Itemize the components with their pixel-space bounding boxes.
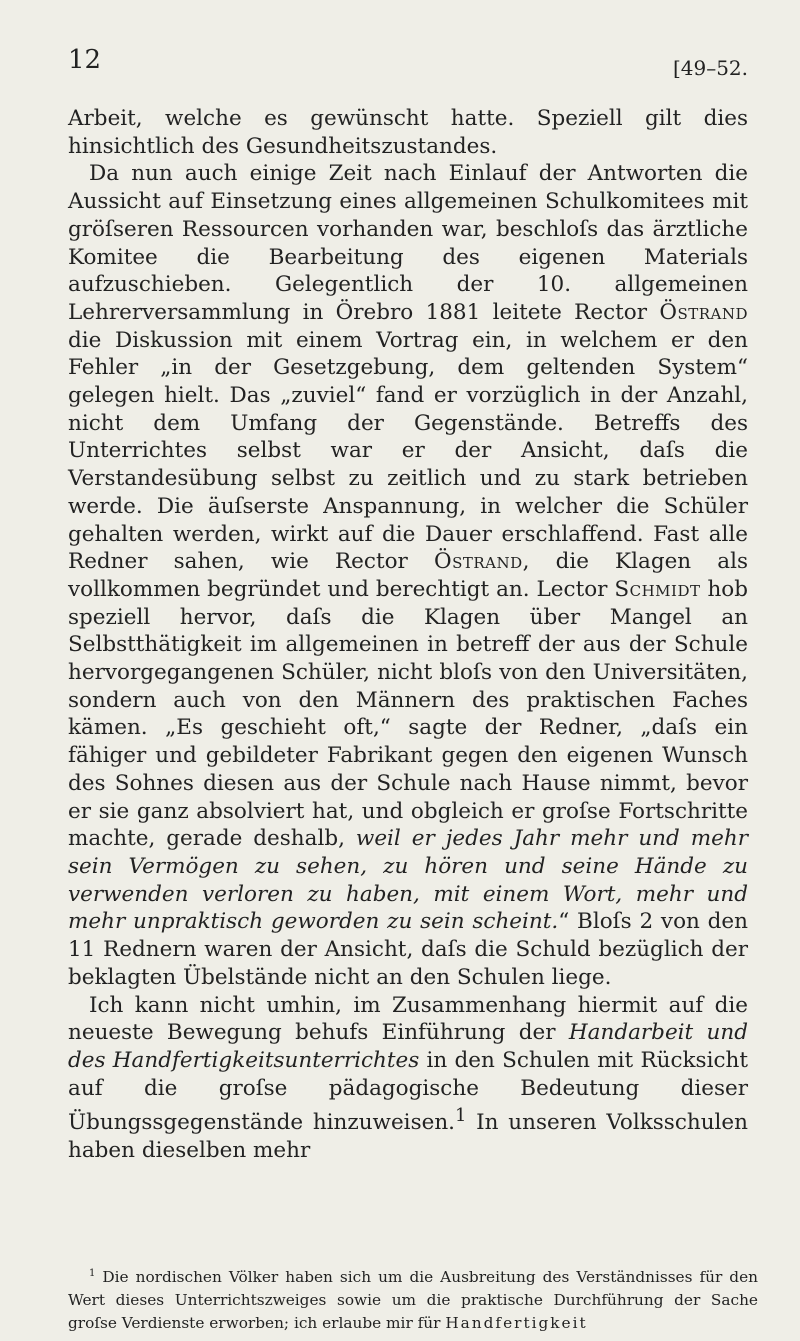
text-run: Arbeit, welche es gewünscht hatte. Speziell gilt dies hinsichtlich des Gesundheitszustandes. <box>68 106 748 159</box>
body-text <box>68 105 748 1165</box>
italic-term: Handarbeit und des Handfertigkeitsunterrichtes <box>68 1020 748 1073</box>
person-name: Östrand <box>433 549 523 575</box>
page-number: 12 <box>68 45 102 75</box>
footnote <box>68 1262 758 1335</box>
text-run: In unseren Volksschulen haben dieselben mehr <box>68 1110 749 1164</box>
spaced-term: Handfertigkeit <box>445 1314 588 1333</box>
text-run: “ Bloſs 2 von den 11 Rednern waren der Ansicht, daſs die Schuld bezüglich der beklagten Übelstände nicht an den Schulen liege. <box>68 909 749 990</box>
text-run: hob speziell hervor, daſs die Klagen über Mangel an Selbstthätigkeit im allgemeinen in betreff der aus der Schule hervorgegangenen Schüler, nicht bloſs von den Universitäten, sondern auch von den Männern des praktischen Faches kämen. „Es geschieht oft,“ sagte der Redner, „daſs ein fähiger und gebildeter Fabrikant gegen den eigenen Wunsch des Sohnes diesen aus der Schule nach Hause nimmt, bevor er sie ganz absolviert hat, und obgleich er groſse Fortschritte machte, gerade deshalb, <box>68 576 749 852</box>
italic-quote: weil er jedes Jahr mehr und mehr sein Vermögen zu sehen, zu hören und seine Hände zu verwenden verloren zu haben, mit einem Wort, mehr und mehr unpraktisch geworden zu sein scheint. <box>68 826 748 935</box>
footnote-text: Die nordischen Völker haben sich um die Ausbreitung des Verständnisses für den Wert dieses Unterrichtszweiges sowie um die praktische Durchführung der Sache groſse Verdienste erworben; ich erlaube mir für <box>68 1268 758 1333</box>
text-run: Ich kann nicht umhin, im Zusammenhang hiermit auf die neueste Bewegung behufs Einführung der <box>68 992 748 1046</box>
text-run: die Diskussion mit einem Vortrag ein, in welchem er den Fehler „in der Gesetzgebung, dem geltenden System“ gelegen hielt. Das „zuviel“ fand er vorzüglich in der Anzahl, nicht dem Umfang der Gegenstände. Betreffs des Unterrichtes selbst war er der Ansicht, daſs die Verstandesübung selbst zu zeitlich und zu stark betrieben werde. Die äuſserste Anspannung, in welcher die Schüler gehalten werden, wirkt auf die Dauer erschlaffend. Fast alle Redner sahen, wie Rector <box>68 327 748 575</box>
person-name: Schmidt <box>614 576 701 602</box>
text-run: in den Schulen mit Rücksicht auf die groſse pädagogische Bedeutung dieser Übungssgegenstände hinzuweisen. <box>68 1047 748 1136</box>
footnote-reference: 1 <box>455 1105 467 1127</box>
paragraph <box>68 160 748 991</box>
paragraph <box>68 992 748 1165</box>
text-run: , die Klagen als vollkommen begründet und berechtigt an. Lector <box>68 549 748 602</box>
footnote-marker: 1 <box>89 1268 96 1279</box>
text-run: Da nun auch einige Zeit nach Einlauf der Antworten die Aussicht auf Einsetzung eines allgemeinen Schulkomitees mit gröſseren Ressourcen vorhanden war, beschloſs das ärztliche Komitee die Bearbeitung des eigenen Materials aufzuschieben. Gelegentlich der 10. allgemeinen Lehrerversammlung in Örebro 1881 leitete Rector <box>68 161 748 325</box>
person-name: Östrand <box>659 299 748 325</box>
paragraph <box>68 105 748 160</box>
section-reference: [49–52. <box>672 56 748 80</box>
